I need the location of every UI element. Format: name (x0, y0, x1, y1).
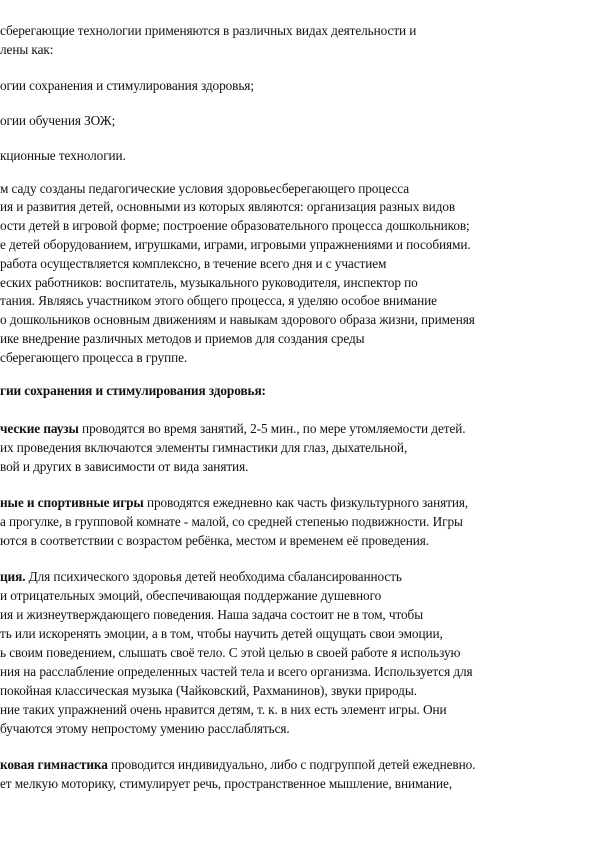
paragraph-conditions-line-9: ике внедрение различных методов и приемов для создания среды (0, 331, 365, 346)
paragraph-conditions-line-10: сберегающего процесса в группе. (0, 350, 188, 365)
paragraph-relaxation-line-9: бучаются этому непростому умению расслабляться. (0, 721, 290, 736)
paragraph-conditions-line-5: работа осуществляется комплексно, в течение всего дня и с участием (0, 256, 387, 271)
paragraph-relaxation-line-1: ция. Для психического здоровья детей необходима сбалансированность (0, 569, 402, 584)
paragraph-conditions-line-7: тания. Являясь участником этого общего процесса, я уделяю особое внимание (0, 293, 437, 308)
section-heading: гии сохранения и стимулирования здоровья: (0, 383, 266, 398)
paragraph-finger-gym-line-1: ковая гимнастика проводится индивидуально, либо с подгруппой детей ежедневно. (0, 757, 476, 772)
paragraph-conditions-line-8: о дошкольников основным движениям и навыкам здорового образа жизни, применяя (0, 312, 475, 327)
paragraph-relaxation-line-3: ия и жизнеутверждающего поведения. Наша задача состоит не в том, чтобы (0, 607, 424, 622)
paragraph-relaxation-line-5: ь своим поведением, слышать своё тело. С этой целью в своей работе я использую (0, 645, 461, 660)
paragraph-relaxation-line-2: и отрицательных эмоций, обеспечивающая поддержание душевного (0, 588, 382, 603)
list-item-healthy-lifestyle-teaching: огии обучения ЗОЖ; (0, 113, 116, 128)
paragraph-conditions-line-1: м саду созданы педагогические условия здоровьесберегающего процесса (0, 181, 410, 196)
paragraph-pauses-line-2: их проведения включаются элементы гимнастики для глаз, дыхательной, (0, 440, 408, 455)
paragraph-games-line-1: ные и спортивные игры проводятся ежедневно как часть физкультурного занятия, (0, 495, 469, 510)
list-item-correction-technologies: кционные технологии. (0, 148, 126, 163)
paragraph-finger-gym-line-2: ет мелкую моторику, стимулирует речь, пространственное мышление, внимание, (0, 776, 453, 791)
paragraph-conditions-line-6: еских работников: воспитатель, музыкального руководителя, инспектор по (0, 275, 418, 290)
paragraph-relaxation-line-6: ния на расслабление определенных частей тела и всего организма. Используется для (0, 664, 473, 679)
paragraph-games-line-3: ются в соответствии с возрастом ребёнка, местом и временем её проведения. (0, 533, 429, 548)
paragraph-relaxation-line-7: покойная классическая музыка (Чайковский, Рахманинов), звуки природы. (0, 683, 417, 698)
paragraph-conditions-line-3: ости детей в игровой форме; построение образовательного процесса дошкольников; (0, 218, 470, 233)
paragraph-conditions-line-2: ия и развития детей, основными из которых являются: организация разных видов (0, 199, 456, 214)
paragraph-relaxation-line-4: ть или искоренять эмоции, а в том, чтобы научить детей ощущать свои эмоции, (0, 626, 443, 641)
paragraph-intro-line-1: сберегающие технологии применяются в различных видах деятельности и (0, 23, 417, 38)
paragraph-games-line-2: а прогулке, в групповой комнате - малой, со средней степенью подвижности. Игры (0, 514, 463, 529)
paragraph-pauses-line-3: вой и других в зависимости от вида занятия. (0, 459, 249, 474)
paragraph-pauses-line-1: ческие паузы проводятся во время занятий, 2-5 мин., по мере утомляемости детей. (0, 421, 466, 436)
paragraph-relaxation-line-8: ние таких упражнений очень нравится детям, т. к. в них есть элемент игры. Они (0, 702, 447, 717)
paragraph-intro-line-2: лены как: (0, 42, 54, 57)
paragraph-conditions-line-4: е детей оборудованием, игрушками, играми, игровыми упражнениями и пособиями. (0, 237, 471, 252)
list-item-health-technologies: огии сохранения и стимулирования здоровья; (0, 78, 254, 93)
